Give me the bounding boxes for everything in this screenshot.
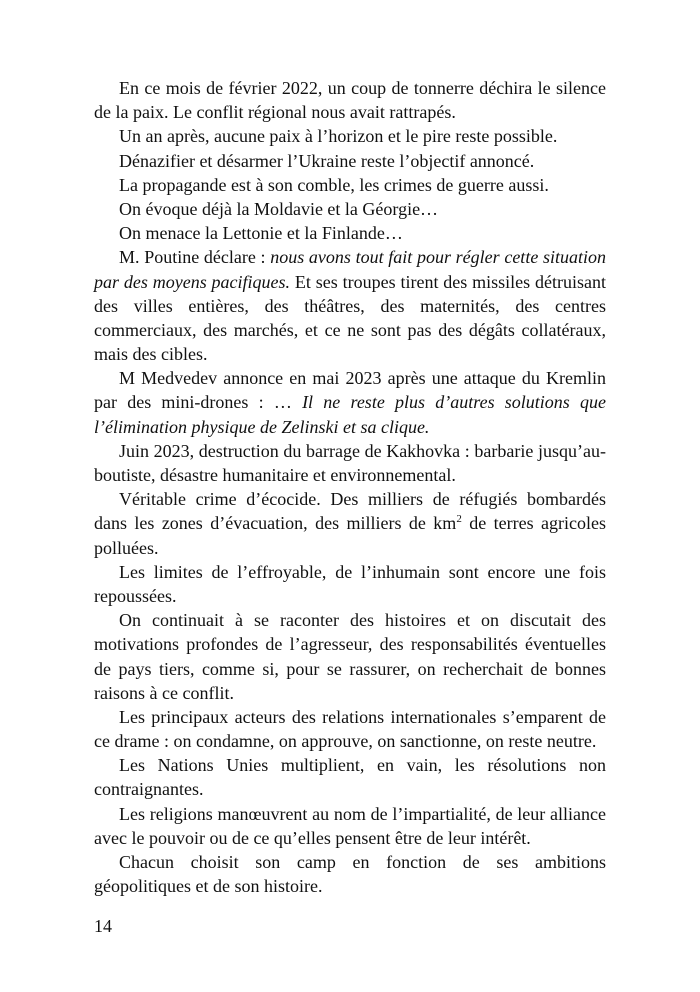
paragraph bbox=[94, 850, 606, 898]
text-segment: commerciaux, des marchés, et ce ne sont pas des dégâts collatéraux, bbox=[94, 319, 606, 340]
text-line bbox=[94, 270, 606, 294]
paragraph bbox=[94, 705, 606, 753]
text-segment: On menace la Lettonie et la Finlande… bbox=[119, 223, 403, 244]
paragraph bbox=[94, 221, 606, 245]
paragraph bbox=[94, 197, 606, 221]
text-segment: Les principaux acteurs des relations internationales s’emparent de bbox=[119, 706, 606, 727]
text-segment: Et ses troupes tirent des missiles détruisant bbox=[290, 271, 607, 292]
text-line bbox=[94, 366, 606, 390]
quote-text: nous avons tout fait pour régler cette situation bbox=[270, 247, 606, 268]
text-segment: En ce mois de février 2022, un coup de tonnerre déchira le silence bbox=[119, 78, 606, 98]
text-line bbox=[94, 511, 606, 535]
text-line bbox=[94, 705, 606, 729]
text-line bbox=[94, 632, 606, 656]
text-line bbox=[94, 826, 606, 850]
text-segment: La propagande est à son comble, les crimes de guerre aussi. bbox=[119, 174, 549, 195]
text-segment: Juin 2023, destruction du barrage de Kakhovka : barbarie jusqu’au- bbox=[119, 440, 606, 461]
text-line bbox=[94, 608, 606, 632]
text-line bbox=[94, 342, 606, 366]
text-segment: Les limites de l’effroyable, de l’inhumain sont encore une fois bbox=[119, 561, 606, 582]
text-segment: mais des cibles. bbox=[94, 344, 208, 365]
text-segment: ce drame : on condamne, on approuve, on sanctionne, on reste neutre. bbox=[94, 731, 597, 752]
paragraph bbox=[94, 366, 606, 439]
text-line bbox=[94, 294, 606, 318]
text-line bbox=[94, 729, 606, 753]
paragraph bbox=[94, 753, 606, 801]
quote-text: l’élimination physique de Zelinski et sa clique. bbox=[94, 416, 430, 437]
text-line bbox=[94, 197, 606, 221]
paragraph bbox=[94, 245, 606, 366]
text-segment: Dénazifier et désarmer l’Ukraine reste l’objectif annoncé. bbox=[119, 150, 535, 171]
text-line bbox=[94, 124, 606, 148]
page-number: 14 bbox=[94, 916, 112, 936]
text-segment: On continuait à se raconter des histoires et on discutait des bbox=[119, 610, 606, 631]
text-segment: repoussées. bbox=[94, 585, 177, 606]
text-line bbox=[94, 149, 606, 173]
paragraph bbox=[94, 76, 606, 124]
text-line bbox=[94, 681, 606, 705]
text-segment: contraignantes. bbox=[94, 779, 204, 800]
text-line bbox=[94, 753, 606, 777]
text-line bbox=[94, 390, 606, 414]
text-segment: raisons à ce conflit. bbox=[94, 682, 234, 703]
quote-text: par des moyens pacifiques. bbox=[94, 271, 291, 292]
paragraph bbox=[94, 487, 606, 560]
text-segment: géopolitiques et de son histoire. bbox=[94, 876, 323, 897]
text-line bbox=[94, 318, 606, 342]
text-segment: de terres agricoles bbox=[461, 513, 607, 534]
paragraph bbox=[94, 439, 606, 487]
text-line bbox=[94, 584, 606, 608]
paragraph bbox=[94, 802, 606, 850]
quote-text: Il ne reste plus d’autres solutions que bbox=[302, 392, 607, 413]
text-segment: dans les zones d’évacuation, des milliers de km bbox=[94, 513, 457, 534]
text-line bbox=[94, 221, 606, 245]
text-segment: par des mini-drones : … bbox=[94, 392, 303, 413]
text-line bbox=[94, 76, 606, 100]
page-body-text bbox=[94, 76, 606, 898]
text-line bbox=[94, 777, 606, 801]
text-line bbox=[94, 487, 606, 511]
text-segment: M Medvedev annonce en mai 2023 après une attaque du Kremlin bbox=[119, 368, 606, 389]
text-segment: de la paix. Le conflit régional nous avait rattrapés. bbox=[94, 102, 456, 123]
paragraph bbox=[94, 608, 606, 705]
text-line bbox=[94, 415, 606, 439]
text-line bbox=[94, 463, 606, 487]
text-segment: M. Poutine déclare : bbox=[119, 247, 271, 268]
text-segment: Véritable crime d’écocide. Des milliers de réfugiés bombardés bbox=[119, 489, 606, 510]
text-line bbox=[94, 173, 606, 197]
paragraph bbox=[94, 173, 606, 197]
text-line bbox=[94, 439, 606, 463]
text-line bbox=[94, 874, 606, 898]
text-line bbox=[94, 657, 606, 681]
paragraph bbox=[94, 149, 606, 173]
text-segment: boutiste, désastre humanitaire et environnemental. bbox=[94, 465, 456, 485]
superscript: 2 bbox=[456, 513, 462, 526]
text-segment: Les religions manœuvrent au nom de l’impartialité, de leur alliance bbox=[119, 803, 606, 824]
text-line bbox=[94, 245, 606, 269]
text-segment: Chacun choisit son camp en fonction de ses ambitions bbox=[119, 852, 606, 872]
paragraph bbox=[94, 124, 606, 148]
text-segment: Un an après, aucune paix à l’horizon et le pire reste possible. bbox=[119, 126, 558, 147]
text-line bbox=[94, 802, 606, 826]
text-segment: de pays tiers, comme si, pour se rassurer, on recherchait de bonnes bbox=[94, 658, 606, 679]
text-segment: avec le pouvoir ou de ce qu’elles pensent être de leur intérêt. bbox=[94, 827, 531, 848]
text-segment: motivations profondes de l’agresseur, des responsabilités éventuelles bbox=[94, 634, 606, 655]
text-segment: On évoque déjà la Moldavie et la Géorgie… bbox=[119, 198, 439, 219]
paragraph bbox=[94, 560, 606, 608]
text-segment: des villes entières, des théâtres, des maternités, des centres bbox=[94, 295, 606, 316]
text-line bbox=[94, 560, 606, 584]
text-line bbox=[94, 536, 606, 560]
text-segment: polluées. bbox=[94, 537, 159, 558]
text-line bbox=[94, 850, 606, 874]
text-line bbox=[94, 100, 606, 124]
text-segment: Les Nations Unies multiplient, en vain, les résolutions non bbox=[119, 755, 606, 776]
